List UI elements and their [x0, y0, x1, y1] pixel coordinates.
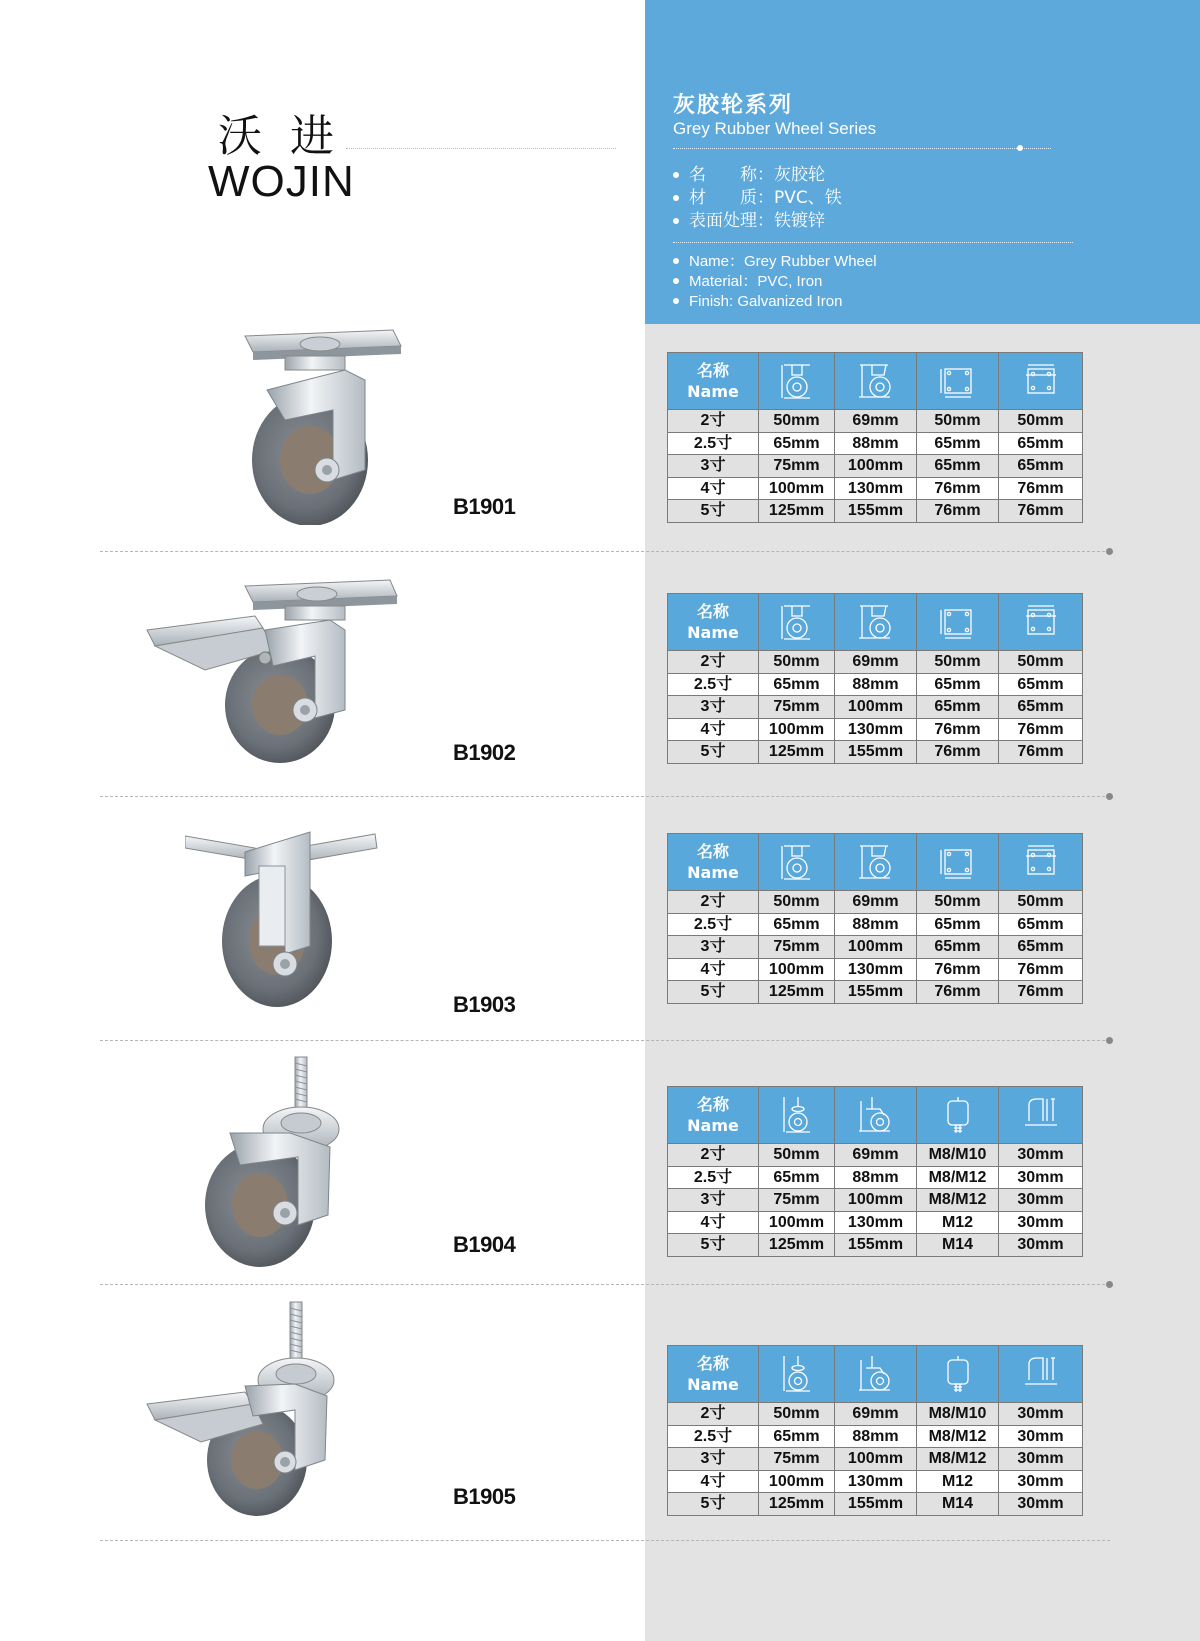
spec-finish-en: Finish: Galvanized Iron [673, 292, 877, 312]
spec-table-b1903 [667, 833, 1083, 1004]
spec-list-en [673, 252, 877, 312]
spec-list-cn [673, 164, 842, 233]
plate-size-icon [917, 353, 999, 410]
product-image-b1903 [185, 826, 385, 1011]
table-row: 4寸 100mm 130mm 76mm 76mm [668, 958, 1083, 981]
table-row: 2.5寸 65mm 88mm 65mm 65mm [668, 432, 1083, 455]
section-separator [100, 1040, 1110, 1041]
wheel-offset-icon [835, 834, 917, 891]
stem-wheel-height-icon [759, 1087, 835, 1144]
product-code: B1903 [453, 992, 516, 1017]
spec-name-cn: 名 称：灰胶轮 [673, 164, 842, 187]
table-row: 2寸 50mm 69mm 50mm 50mm [668, 891, 1083, 914]
stem-wheel-offset-icon [835, 1346, 917, 1403]
spec-table-b1905 [667, 1345, 1083, 1516]
stem-thread-icon [917, 1346, 999, 1403]
series-divider [673, 148, 1051, 149]
hole-spacing-icon [999, 834, 1083, 891]
table-row: 5寸 125mm 155mm M14 30mm [668, 1493, 1083, 1516]
table-row: 2寸 50mm 69mm 50mm 50mm [668, 651, 1083, 674]
separator-dot [1106, 1037, 1113, 1044]
table-row: 3寸 75mm 100mm 65mm 65mm [668, 455, 1083, 478]
brand-name-cn: 沃进 [218, 111, 362, 162]
product-image-b1902 [145, 570, 405, 765]
section-separator [100, 1284, 1110, 1285]
separator-dot [1106, 548, 1113, 555]
hole-spacing-icon [999, 594, 1083, 651]
table-row: 5寸 125mm 155mm 76mm 76mm [668, 500, 1083, 523]
name-header: 名称 Name [668, 834, 759, 891]
name-header: 名称 Name [668, 594, 759, 651]
name-header: 名称 Name [668, 1087, 759, 1144]
section-separator [100, 1540, 1110, 1541]
spec-material-cn: 材 质：PVC、铁 [673, 187, 842, 210]
table-row: 4寸 100mm 130mm M12 30mm [668, 1211, 1083, 1234]
table-row: 5寸 125mm 155mm M14 30mm [668, 1234, 1083, 1257]
stem-length-icon [999, 1346, 1083, 1403]
table-row: 4寸 100mm 130mm M12 30mm [668, 1470, 1083, 1493]
spec-divider [673, 242, 1073, 243]
stem-thread-icon [917, 1087, 999, 1144]
plate-size-icon [917, 834, 999, 891]
table-row: 5寸 125mm 155mm 76mm 76mm [668, 981, 1083, 1004]
table-row: 2.5寸 65mm 88mm M8/M12 30mm [668, 1166, 1083, 1189]
spec-name-en: Name：Grey Rubber Wheel [673, 252, 877, 272]
table-row: 2寸 50mm 69mm M8/M10 30mm [668, 1403, 1083, 1426]
product-image-b1905 [145, 1300, 365, 1520]
table-row: 2.5寸 65mm 88mm 65mm 65mm [668, 913, 1083, 936]
table-row: 2.5寸 65mm 88mm M8/M12 30mm [668, 1425, 1083, 1448]
table-row: 3寸 75mm 100mm 65mm 65mm [668, 936, 1083, 959]
product-code: B1902 [453, 740, 516, 765]
wheel-offset-icon [835, 353, 917, 410]
separator-dot [1106, 793, 1113, 800]
table-row: 3寸 75mm 100mm M8/M12 30mm [668, 1448, 1083, 1471]
stem-wheel-offset-icon [835, 1087, 917, 1144]
table-row: 2寸 50mm 69mm M8/M10 30mm [668, 1144, 1083, 1167]
series-title-cn: 灰胶轮系列 [673, 93, 794, 118]
spec-table-b1902 [667, 593, 1083, 764]
wheel-height-icon [759, 353, 835, 410]
table-row: 2寸 50mm 69mm 50mm 50mm [668, 410, 1083, 433]
wheel-height-icon [759, 594, 835, 651]
separator-dot [1106, 1281, 1113, 1288]
stem-wheel-height-icon [759, 1346, 835, 1403]
product-code: B1904 [453, 1232, 516, 1257]
plate-size-icon [917, 594, 999, 651]
divider-dot [1017, 145, 1023, 151]
product-code: B1905 [453, 1484, 516, 1509]
table-row: 3寸 75mm 100mm M8/M12 30mm [668, 1189, 1083, 1212]
brand-divider [346, 148, 616, 149]
brand-name-en: WOJIN [208, 157, 355, 206]
name-header: 名称 Name [668, 353, 759, 410]
wheel-height-icon [759, 834, 835, 891]
table-row: 4寸 100mm 130mm 76mm 76mm [668, 718, 1083, 741]
section-separator [100, 551, 1110, 552]
table-row: 2.5寸 65mm 88mm 65mm 65mm [668, 673, 1083, 696]
section-separator [100, 796, 1110, 797]
product-image-b1904 [190, 1055, 370, 1270]
table-row: 5寸 125mm 155mm 76mm 76mm [668, 741, 1083, 764]
spec-material-en: Material：PVC, Iron [673, 272, 877, 292]
hole-spacing-icon [999, 353, 1083, 410]
spec-table-b1904 [667, 1086, 1083, 1257]
wheel-offset-icon [835, 594, 917, 651]
stem-length-icon [999, 1087, 1083, 1144]
table-row: 3寸 75mm 100mm 65mm 65mm [668, 696, 1083, 719]
series-title-en: Grey Rubber Wheel Series [673, 119, 877, 138]
series-info-panel [645, 0, 1200, 324]
product-code: B1901 [453, 494, 516, 519]
product-image-b1901 [215, 320, 415, 525]
table-row: 4寸 100mm 130mm 76mm 76mm [668, 477, 1083, 500]
name-header: 名称 Name [668, 1346, 759, 1403]
spec-finish-cn: 表面处理：铁镀锌 [673, 210, 842, 233]
spec-table-b1901 [667, 352, 1083, 523]
